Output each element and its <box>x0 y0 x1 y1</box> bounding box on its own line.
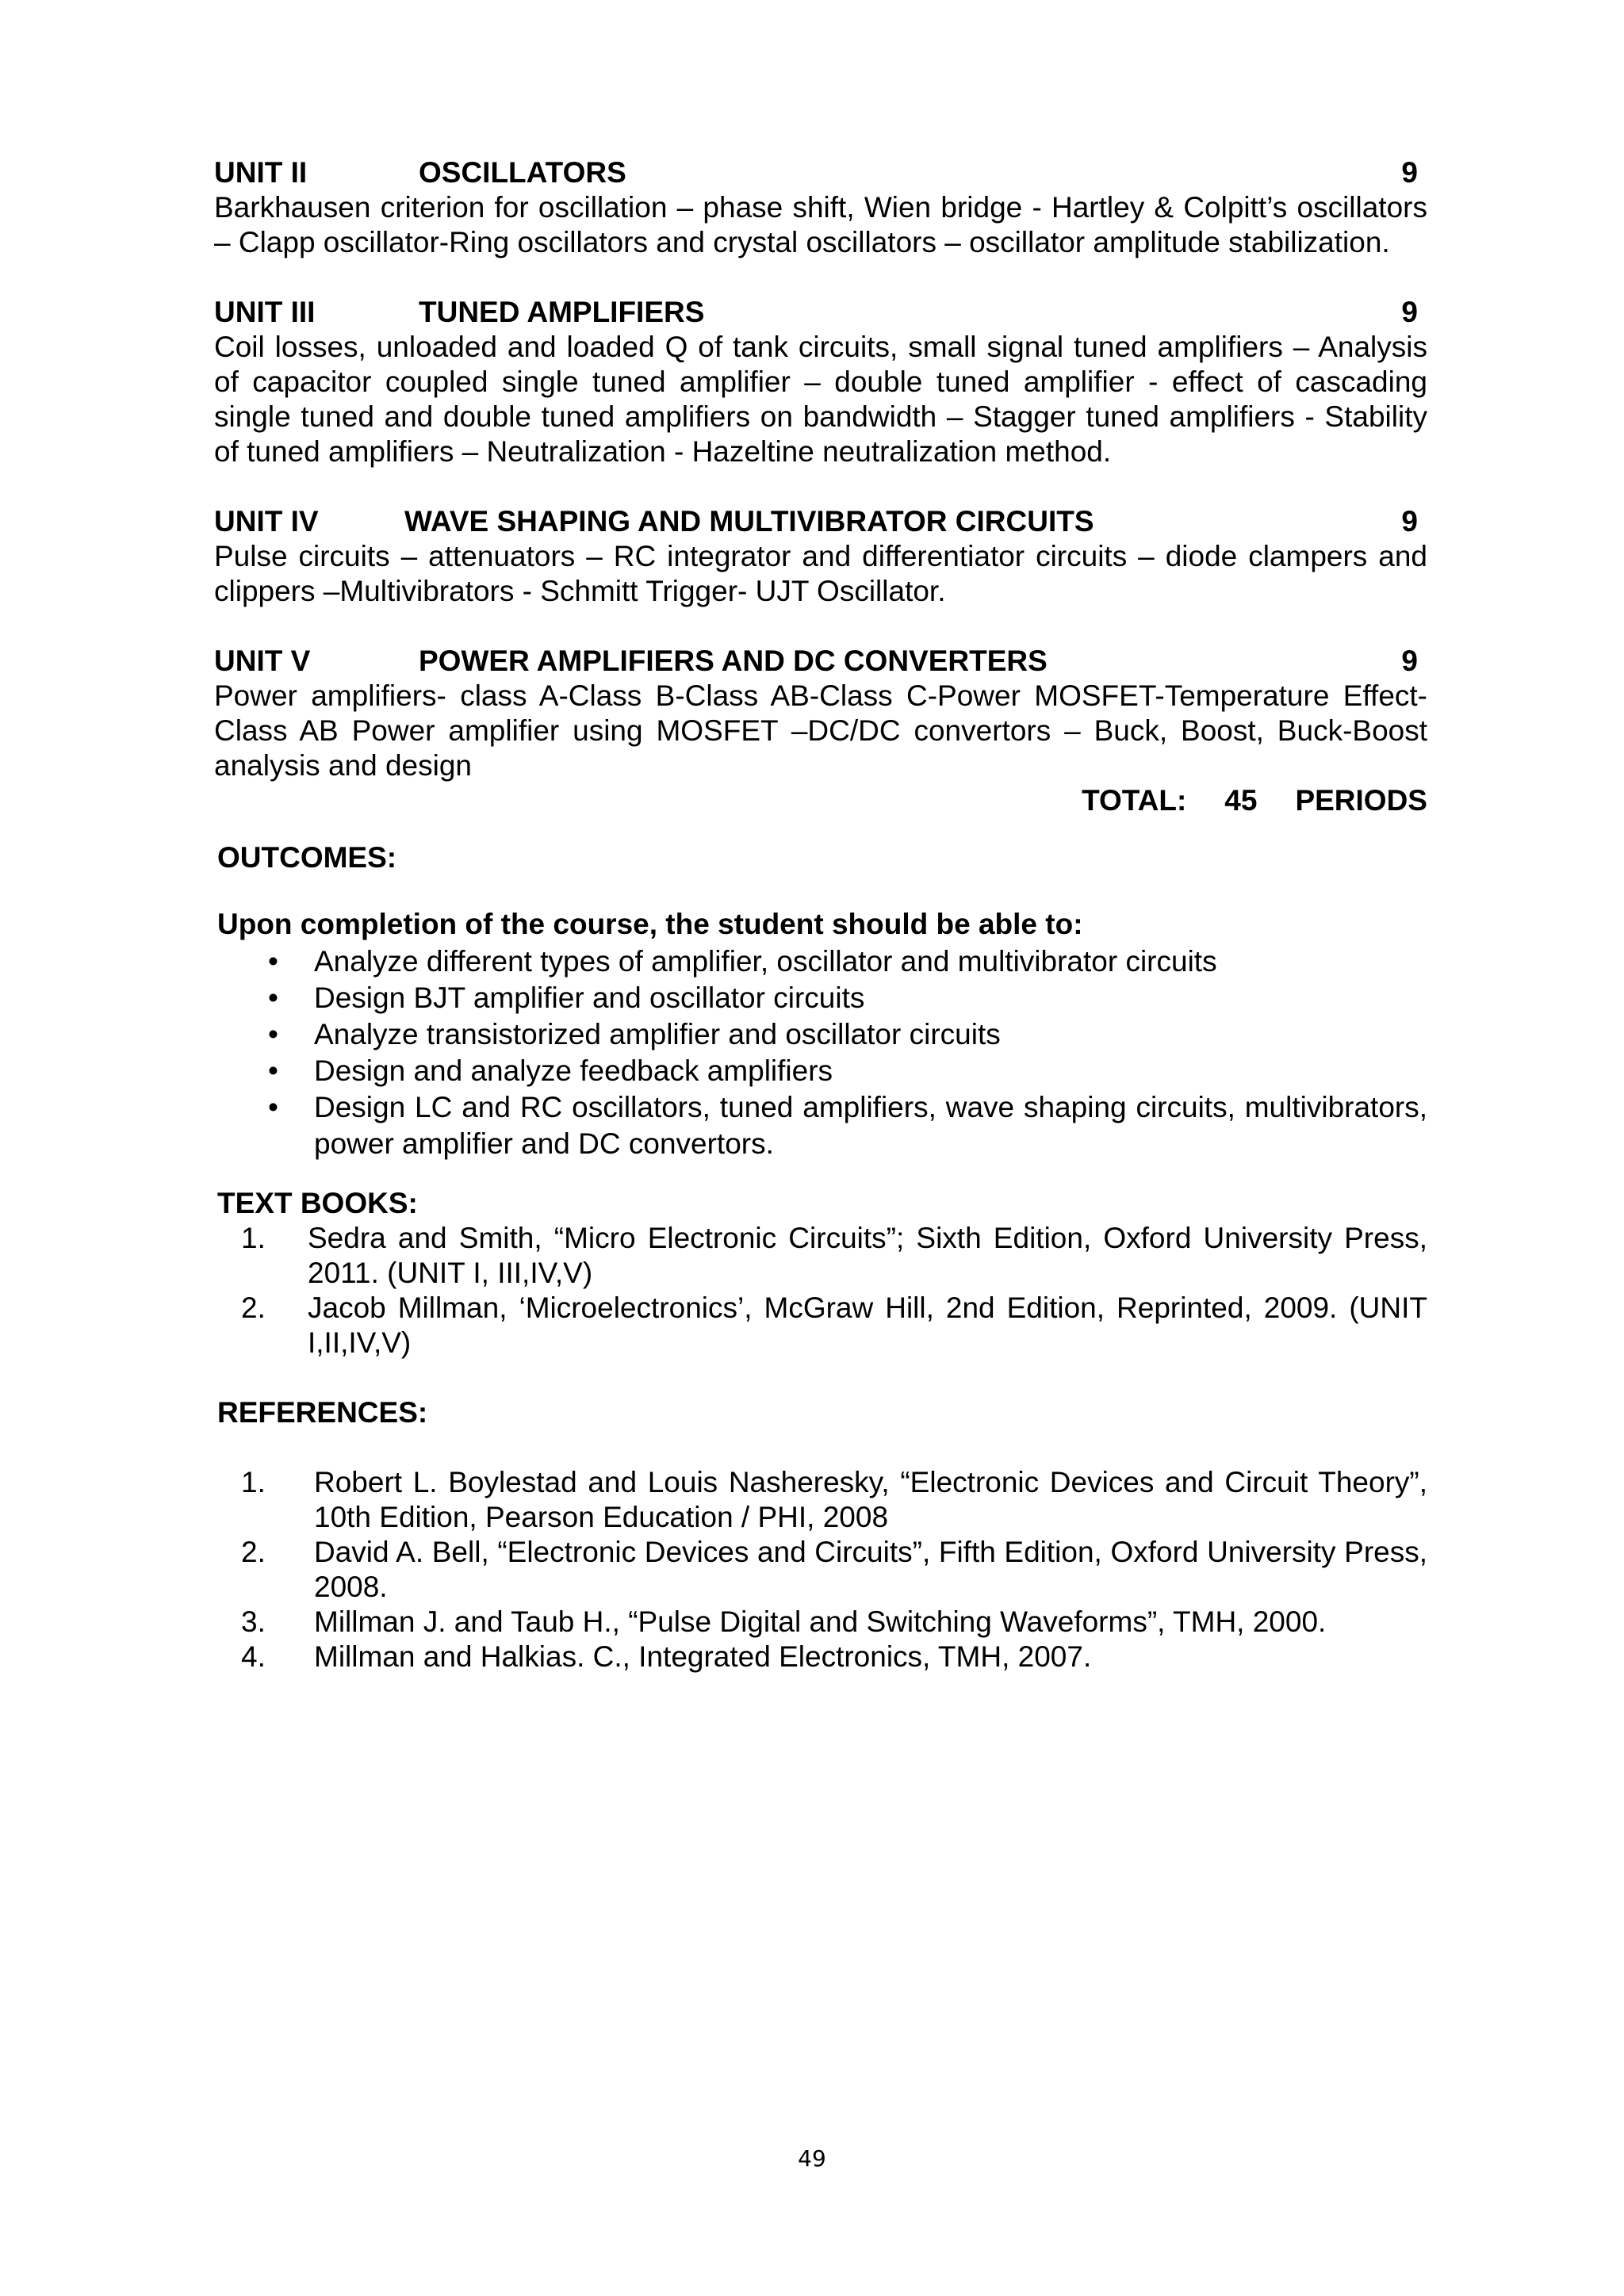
reference-text: Millman J. and Taub H., “Pulse Digital and Switching Waveforms”, TMH, 2000. <box>314 1605 1327 1638</box>
outcome-text: Design BJT amplifier and oscillator circuits <box>314 982 865 1014</box>
item-number: 2. <box>241 1536 266 1568</box>
outcomes-list <box>214 943 1427 1162</box>
item-number: 4. <box>241 1640 266 1673</box>
outcomes-intro: Upon completion of the course, the student should be able to: <box>217 908 1083 940</box>
unit-header <box>214 295 1427 330</box>
unit-header <box>214 644 1427 679</box>
unit-title: TUNED AMPLIFIERS <box>419 296 705 328</box>
unit-hours: 9 <box>1401 296 1418 328</box>
references-heading: REFERENCES: <box>217 1396 428 1429</box>
list-item <box>214 943 1427 980</box>
unit-description: Power amplifiers- class A-Class B-Class AB-Class C-Power MOSFET-Temperature Effect- Class AB Power amplifier using MOSFET –DC/DC convertors – Buck, Boost, Buck-Boost analysis and design <box>214 679 1427 782</box>
total-value: 45 <box>1224 784 1258 817</box>
unit-number: UNIT IV <box>214 505 319 538</box>
bullet-icon: • <box>268 1091 278 1123</box>
reference-text: Robert L. Boylestad and Louis Nasheresky, “Electronic Devices and Circuit Theory”, 10th Edition, Pearson Education / PHI, 2008 <box>314 1466 1427 1533</box>
outcome-text: Design LC and RC oscillators, tuned amplifiers, wave shaping circuits, multivibrators, power amplifier and DC convertors. <box>314 1091 1427 1160</box>
list-item <box>214 1605 1427 1640</box>
item-number: 2. <box>241 1292 266 1324</box>
reference-text: Millman and Halkias. C., Integrated Electronics, TMH, 2007. <box>314 1640 1092 1673</box>
reference-text: David A. Bell, “Electronic Devices and Circuits”, Fifth Edition, Oxford University Press, 2008. <box>314 1536 1427 1603</box>
unit-hours: 9 <box>1401 505 1418 538</box>
total-label: TOTAL: <box>1082 784 1187 817</box>
unit-description: Barkhausen criterion for oscillation – phase shift, Wien bridge - Hartley & Colpitt’s oscillators – Clapp oscillator-Ring oscillators and crystal oscillators – oscillator amplitude stabilization. <box>214 191 1427 258</box>
unit-section <box>214 504 1427 609</box>
outcome-text: Analyze transistorized amplifier and oscillator circuits <box>314 1018 1001 1050</box>
bullet-icon: • <box>268 982 278 1014</box>
outcome-text: Analyze different types of amplifier, oscillator and multivibrator circuits <box>314 945 1217 978</box>
unit-header <box>214 504 1427 539</box>
page-number: 49 <box>798 2145 826 2172</box>
textbooks-list <box>214 1221 1427 1360</box>
unit-title: OSCILLATORS <box>419 156 626 189</box>
bullet-icon: • <box>268 945 278 978</box>
unit-title: WAVE SHAPING AND MULTIVIBRATOR CIRCUITS <box>404 505 1094 538</box>
textbook-text: Sedra and Smith, “Micro Electronic Circuits”; Sixth Edition, Oxford University Press, 2011. (UNIT I, III,IV,V) <box>308 1222 1427 1289</box>
bullet-icon: • <box>268 1018 278 1050</box>
unit-number: UNIT V <box>214 645 311 677</box>
outcomes-heading: OUTCOMES: <box>217 841 397 874</box>
outcome-text: Design and analyze feedback amplifiers <box>314 1054 833 1087</box>
total-periods <box>214 783 1427 818</box>
list-item <box>214 1291 1427 1360</box>
list-item <box>214 1221 1427 1291</box>
references-list <box>214 1465 1427 1674</box>
unit-hours: 9 <box>1401 156 1418 189</box>
unit-description: Coil losses, unloaded and loaded Q of tank circuits, small signal tuned amplifiers – Analysis of capacitor coupled single tuned amplifier – double tuned amplifier - effect of cascading single tuned and double tuned amplifiers on bandwidth – Stagger tuned amplifiers - Stability of tuned amplifiers – Neutralization - Hazeltine neutralization method. <box>214 331 1427 468</box>
item-number: 3. <box>241 1605 266 1638</box>
unit-section <box>214 644 1427 783</box>
item-number: 1. <box>241 1222 266 1254</box>
bullet-icon: • <box>268 1054 278 1087</box>
unit-title: POWER AMPLIFIERS AND DC CONVERTERS <box>419 645 1048 677</box>
list-item <box>214 1535 1427 1605</box>
unit-hours: 9 <box>1401 645 1418 677</box>
textbooks-heading: TEXT BOOKS: <box>217 1187 418 1219</box>
item-number: 1. <box>241 1466 266 1498</box>
unit-section <box>214 155 1427 260</box>
list-item <box>214 1640 1427 1674</box>
list-item <box>214 1016 1427 1053</box>
unit-header <box>214 155 1427 190</box>
list-item <box>214 1053 1427 1089</box>
total-unit: PERIODS <box>1295 784 1427 817</box>
textbook-text: Jacob Millman, ‘Microelectronics’, McGraw Hill, 2nd Edition, Reprinted, 2009. (UNIT I,II,IV,V) <box>308 1292 1427 1359</box>
unit-section <box>214 295 1427 469</box>
list-item <box>214 1465 1427 1535</box>
page-content <box>214 155 1427 1674</box>
unit-description: Pulse circuits – attenuators – RC integrator and differentiator circuits – diode clampers and clippers –Multivibrators - Schmitt Trigger- UJT Oscillator. <box>214 540 1427 607</box>
unit-number: UNIT III <box>214 296 316 328</box>
unit-number: UNIT II <box>214 156 308 189</box>
list-item <box>214 980 1427 1016</box>
list-item <box>214 1089 1427 1162</box>
